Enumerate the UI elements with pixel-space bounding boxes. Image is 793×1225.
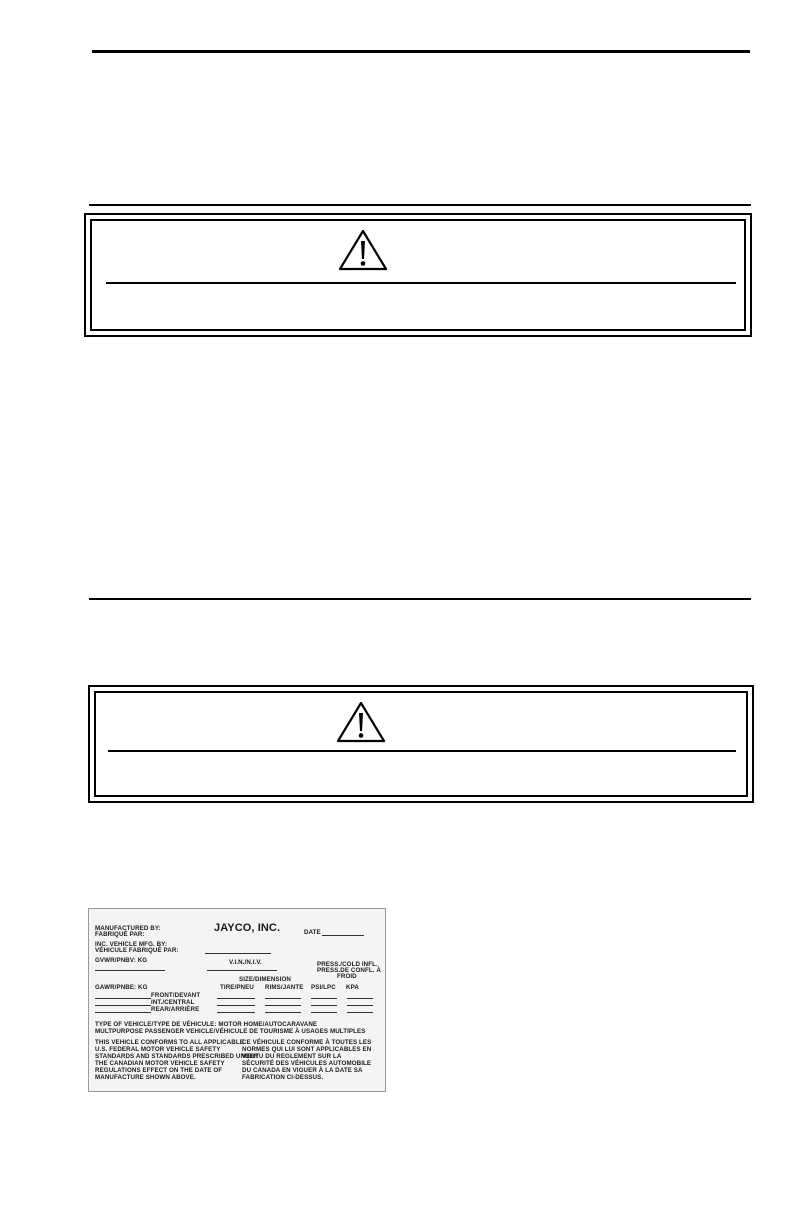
rim-blank <box>265 998 301 999</box>
press-de-confl-text: PRESS.DE CONFL. À <box>317 967 381 974</box>
conform-en-line: MANUFACTURE SHOWN ABOVE. <box>95 1074 196 1081</box>
tire-pneu-text: TIRE/PNEU <box>220 984 254 991</box>
front-axle-text: FRONT/DEVANT <box>151 992 201 999</box>
header-rule <box>92 50 750 53</box>
tire-blank <box>217 1012 255 1013</box>
warning-box-inner-border <box>94 691 748 797</box>
conform-fr-line: NORMES QUI LUI SONT APPLICABLES EN <box>242 1046 372 1053</box>
rear-axle-text: REAR/ARRIÈRE <box>151 1006 200 1013</box>
conform-fr-line: VERTU DU REGLEMENT SUR LA <box>242 1053 342 1060</box>
warning-box-inner-border <box>90 219 746 331</box>
vehicle-certification-label <box>88 908 386 1092</box>
press-cold-infl-text: PRESS./COLD INFL. <box>317 961 378 968</box>
kpa-blank <box>347 1005 373 1006</box>
conform-en-line: THIS VEHICLE CONFORMS TO ALL APPLICABLE <box>95 1039 244 1046</box>
conform-fr-line: SÉCURITÉ DES VÉHICULES AUTOMOBILE <box>242 1060 372 1067</box>
conform-en-line: STANDARDS AND STANDARDS PRESCRIBED UNDER <box>95 1053 259 1060</box>
warning-box <box>84 213 752 337</box>
company-name: JAYCO, INC. <box>214 922 281 934</box>
tire-blank <box>217 998 255 999</box>
rims-jante-text: RIMS/JANTE <box>265 984 304 991</box>
gvwr-blank <box>95 970 165 971</box>
tire-blank <box>217 1005 255 1006</box>
date-label: DATE <box>304 929 321 936</box>
kpa-text: KPA <box>346 984 359 991</box>
multipurpose-text: MULTPURPOSE PASSENGER VEHICLE/VÉHICULE DE TOURISME À USAGES MULTIPLES <box>95 1028 366 1035</box>
vin-text: V.I.N./N.I.V. <box>229 959 262 966</box>
manufactured-by-text: MANUFACTURED BY: <box>95 925 161 932</box>
fabrique-par-text: FABRIQUÉ PAR: <box>95 931 145 938</box>
kpa-blank <box>347 1012 373 1013</box>
conform-fr-line: FABRICATION CI-DESSUS. <box>242 1074 324 1081</box>
conform-fr-line: DU CANADA EN VIGUER À LA DATE SA <box>242 1067 363 1074</box>
psi-lpc-text: PSI/LPC <box>311 984 336 991</box>
warning-separator <box>108 750 736 752</box>
psi-blank <box>311 1005 337 1006</box>
gvwr-text: GVWR/PNBV: KG <box>95 957 148 964</box>
froid-text: FROID <box>337 973 357 980</box>
warning-triangle-icon <box>337 228 389 272</box>
kpa-blank <box>347 998 373 999</box>
conform-en-line: THE CANADIAN MOTOR VEHICLE SAFETY <box>95 1060 225 1067</box>
size-dimension-text: SIZE/DIMENSION <box>239 976 291 983</box>
axle-blank <box>95 1012 151 1013</box>
warning-separator <box>106 282 736 284</box>
conform-en-line: REGULATIONS EFFECT ON THE DATE OF <box>95 1067 223 1074</box>
section-divider <box>89 204 751 206</box>
inc-vehicle-mfg-text: INC. VEHICLE MFG. BY: <box>95 941 168 948</box>
psi-blank <box>311 998 337 999</box>
vin-blank <box>207 970 277 971</box>
rim-blank <box>265 1012 301 1013</box>
axle-blank <box>95 998 151 999</box>
warning-box <box>88 685 754 803</box>
conform-en-line: U.S. FEDERAL MOTOR VEHICLE SAFETY <box>95 1046 221 1053</box>
axle-blank <box>95 1005 151 1006</box>
rim-blank <box>265 1005 301 1006</box>
psi-blank <box>311 1012 337 1013</box>
date-blank <box>322 935 364 936</box>
warning-triangle-icon <box>335 700 387 744</box>
vehicule-fabrique-text: VÉHICULE FABRIQUÉ PAR: <box>95 947 179 954</box>
section-divider <box>89 598 751 600</box>
conform-fr-line: CE VÉHICULE CONFORME À TOUTES LES <box>242 1039 372 1046</box>
gawr-text: GAWR/PNBE: KG <box>95 984 148 991</box>
int-axle-text: INT./CENTRAL <box>151 999 195 1006</box>
vehicle-type-text: TYPE OF VEHICLE/TYPE DE VÉHICULE: MOTOR HOME/AUTOCARAVANE <box>95 1021 318 1028</box>
mfg-blank <box>205 953 271 954</box>
